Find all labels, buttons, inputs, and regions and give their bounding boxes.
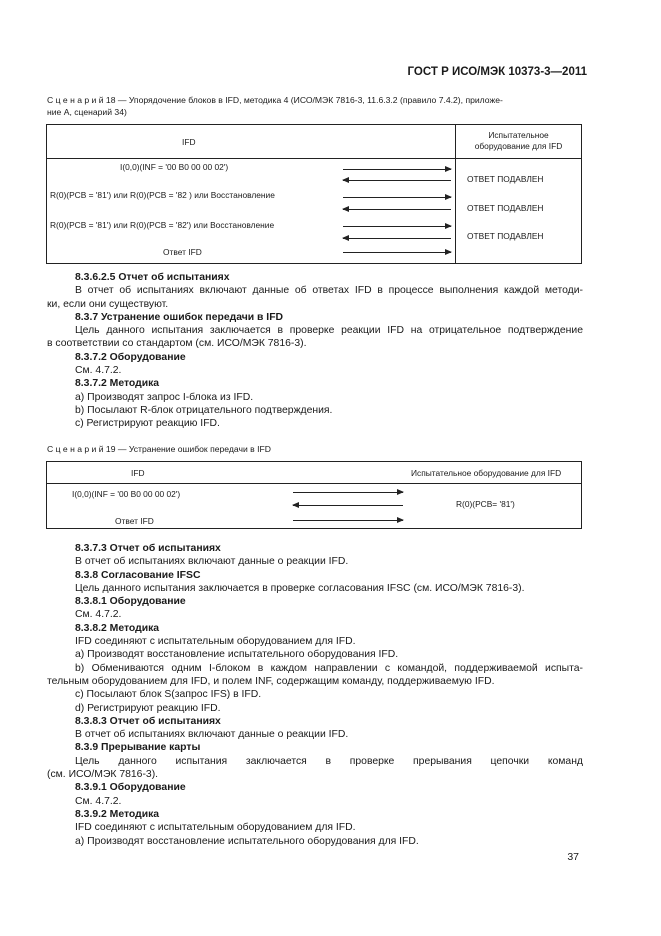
- heading-8-3-7-3: 8.3.7.3 Отчет об испытаниях: [75, 543, 221, 554]
- s18-row7-ifd: Ответ IFD: [163, 247, 202, 257]
- heading-8-3-9-1: 8.3.9.1 Оборудование: [75, 782, 186, 794]
- para-8-3-8-1: См. 4.7.2.: [75, 609, 122, 621]
- heading-8-3-8-3: 8.3.8.3 Отчет об испытаниях: [75, 715, 221, 727]
- para-8-3-8: Цель данного испытания заключается в проверке согласования IFSC (см. ИСО/МЭК 7816-3).: [75, 582, 525, 594]
- para-8-3-7-line2: в соответствии со стандартом (см. ИСО/МЭК 7816-3).: [47, 338, 307, 350]
- heading-8-3-6-2-5: 8.3.6.2.5 Отчет об испытаниях: [75, 272, 230, 283]
- s18-arrow-left-1: [343, 180, 451, 181]
- para-8-3-8-3: В отчет об испытаниях включают данные о реакции IFD.: [75, 729, 349, 741]
- list-item-b-line2: тельным оборудованием для IFD, и полем INF, содержащим команду, поддерживаемую IFD.: [47, 675, 495, 687]
- s18-arrow-right-4: [343, 252, 451, 253]
- para-8-3-7-2-equipment: См. 4.7.2.: [75, 365, 122, 377]
- s19-row1-test: R(0)(PCB= '81'): [456, 499, 515, 509]
- scenario19-table: [46, 461, 582, 529]
- col-ifd-header: IFD: [182, 137, 196, 147]
- list-item-a: а) Производят запрос I-блока из IFD.: [75, 391, 254, 403]
- scenario18-caption-line2: ние А, сценарий 34): [47, 107, 127, 117]
- s18-row5-ifd: R(0)(PCB = '81') или R(0)(PCB = '82') или Восстановление: [50, 220, 275, 230]
- scenario18-caption-line1: С ц е н а р и й 18 — Упорядочение блоков в IFD, методика 4 (ИСО/МЭК 7816-3, 11.6.3.2 (правило 7.4.2), приложе-: [47, 95, 503, 105]
- heading-8-3-7-2-equipment: 8.3.7.2 Оборудование: [75, 351, 186, 363]
- section-8-3-7-3-to-8-3-9-2: [47, 542, 583, 848]
- s18-arrow-right-2: [343, 197, 451, 198]
- heading-8-3-9-2: 8.3.9.2 Методика: [75, 808, 160, 820]
- list-item-a2: а) Производят восстановление испытательного оборудования для IFD.: [75, 835, 419, 847]
- header-divider: [47, 483, 581, 484]
- s18-row3-ifd: R(0)(PCB = '81') или R(0)(PCB = '82 ) или Восстановление: [50, 190, 275, 200]
- para-8-3-9-1: См. 4.7.2.: [75, 795, 122, 807]
- para-8-3-9-line2: (см. ИСО/МЭК 7816-3).: [47, 769, 159, 781]
- s19-col-test-header: Испытательное оборудование для IFD: [411, 468, 562, 478]
- list-item-d: d) Регистрируют реакцию IFD.: [75, 702, 221, 714]
- s18-arrow-left-2: [343, 209, 451, 210]
- s18-arrow-right-3: [343, 226, 451, 227]
- scenario18-table: [46, 124, 582, 264]
- list-item-a: а) Производят восстановление испытательного оборудования IFD.: [75, 649, 399, 661]
- para-8-3-8-2: IFD соединяют с испытательным оборудованием для IFD.: [75, 636, 356, 648]
- s18-row2-test: ОТВЕТ ПОДАВЛЕН: [467, 174, 544, 184]
- heading-8-3-7-2-method: 8.3.7.2 Методика: [75, 378, 160, 390]
- col-test-header-line1: Испытательное: [488, 130, 549, 140]
- list-item-b-line1: b) Обмениваются одним I-блоком в каждом направлении с командой, поддерживаемой испыта-: [75, 662, 583, 674]
- s19-arrow-right-2: [293, 520, 403, 521]
- s19-arrow-right-1: [293, 492, 403, 493]
- para-8-3-7-3: В отчет об испытаниях включают данные о реакции IFD.: [75, 556, 349, 568]
- heading-8-3-9: 8.3.9 Прерывание карты: [75, 742, 201, 754]
- page-number: 37: [567, 851, 579, 863]
- s18-arrow-right-1: [343, 169, 451, 170]
- s19-arrow-left-1: [293, 505, 403, 506]
- scenario18-caption: [47, 94, 587, 118]
- heading-8-3-8-2: 8.3.8.2 Методика: [75, 622, 160, 634]
- s19-row1-ifd: I(0,0)(INF = '00 B0 00 00 02'): [72, 489, 181, 499]
- para-8-3-6-2-5-line2: ки, если они существуют.: [47, 298, 169, 310]
- s18-row4-test: ОТВЕТ ПОДАВЛЕН: [467, 203, 544, 213]
- scenario19-caption: С ц е н а р и й 19 — Устранение ошибок передачи в IFD: [47, 444, 271, 454]
- list-item-b: b) Посылают R-блок отрицательного подтверждения.: [75, 404, 333, 416]
- s19-col-ifd-header: IFD: [131, 468, 145, 478]
- header-divider: [47, 158, 581, 159]
- section-8-3-6-2-5-to-8-3-7-2: [47, 271, 583, 431]
- s18-arrow-left-3: [343, 238, 451, 239]
- heading-8-3-8-1: 8.3.8.1 Оборудование: [75, 596, 186, 608]
- col-test-header-line2: оборудование для IFD: [474, 141, 563, 151]
- heading-8-3-8: 8.3.8 Согласование IFSC: [75, 569, 201, 581]
- document-code: ГОСТ Р ИСО/МЭК 10373-3—2011: [407, 66, 587, 78]
- list-item-c: с) Посылают блок S(запрос IFS) в IFD.: [75, 689, 262, 701]
- para-8-3-6-2-5-line1: В отчет об испытаниях включают данные об ответах IFD в процессе выполнения каждой методи-: [75, 285, 583, 297]
- col-test-header: [456, 130, 581, 152]
- s18-row1-ifd: I(0,0)(INF = '00 B0 00 00 02'): [120, 162, 229, 172]
- para-8-3-9-2: IFD соединяют с испытательным оборудованием для IFD.: [75, 822, 356, 834]
- heading-8-3-7: 8.3.7 Устранение ошибок передачи в IFD: [75, 311, 284, 323]
- s18-row6-test: ОТВЕТ ПОДАВЛЕН: [467, 231, 544, 241]
- para-8-3-9-line1: Цель данного испытания заключается в проверке прерывания цепочки команд: [75, 755, 583, 767]
- para-8-3-7-line1: Цель данного испытания заключается в проверке реакции IFD на отрицательное подтверждение: [75, 325, 583, 337]
- list-item-c: с) Регистрируют реакцию IFD.: [75, 418, 220, 430]
- s19-row2-ifd: Ответ IFD: [115, 516, 154, 526]
